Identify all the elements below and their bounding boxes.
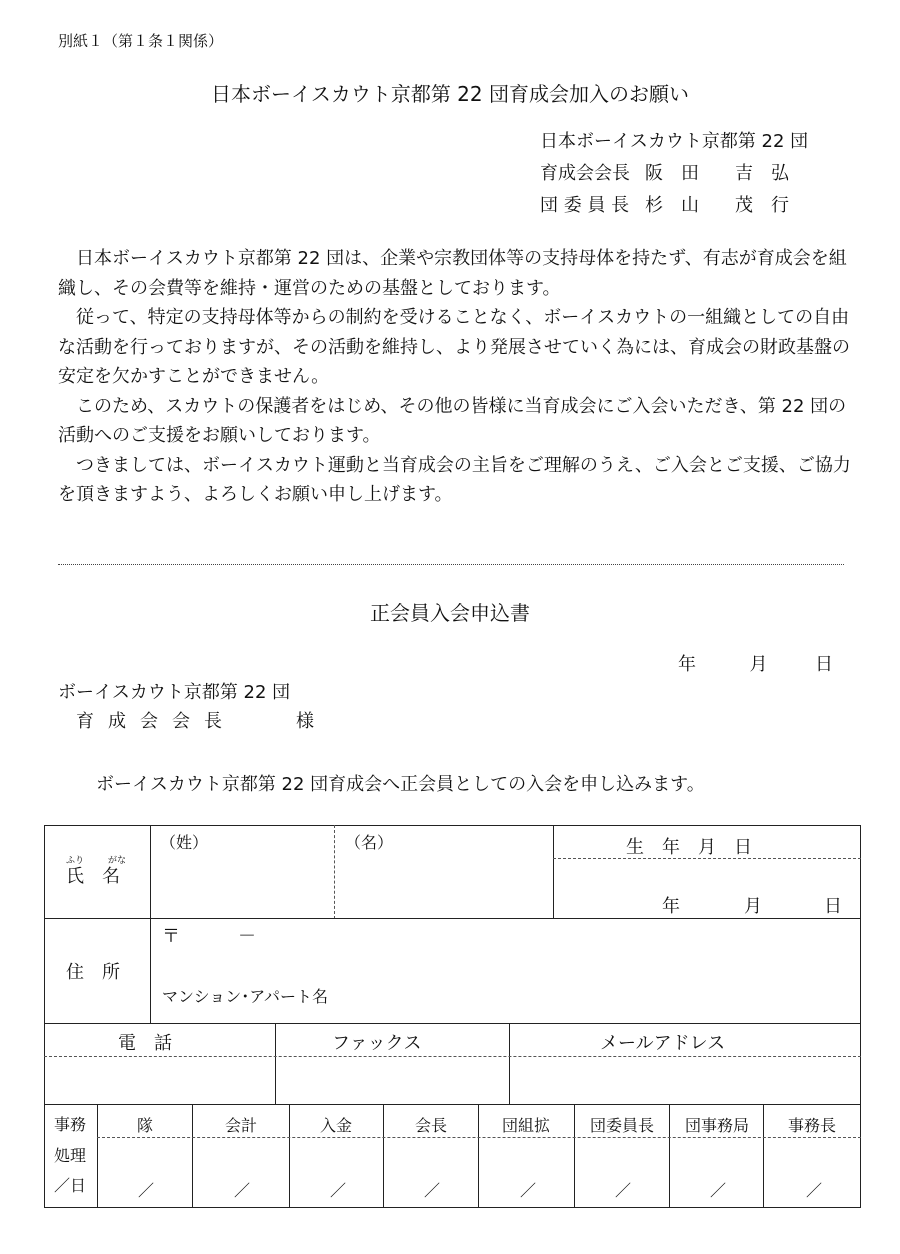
office-label: 事務 (54, 1115, 87, 1134)
divider (669, 1104, 670, 1208)
organization-block (540, 126, 808, 222)
divider (97, 1137, 861, 1138)
surname-label: （姓） (160, 833, 209, 852)
request-letter-body (58, 244, 858, 510)
cut-line (58, 564, 844, 565)
divider (44, 918, 861, 919)
paragraph: 従って、特定の支持母体等からの制約を受けることなく、ボーイスカウトの一組織としての自由な活動を行っておりますが、その活動を維持し、より発展させていく為には、育成会の財政基盤の安定を欠かすことができません。 (58, 307, 850, 387)
divider (44, 1056, 861, 1057)
divider (44, 1023, 861, 1024)
date-slash: ／ (615, 1181, 632, 1200)
signatory-name: 杉 山 茂 行 (645, 195, 789, 216)
form-title: 正会員入会申込書 (370, 601, 530, 625)
office-column-header: 団事務局 (685, 1116, 750, 1135)
office-column-header: 団委員長 (590, 1116, 655, 1135)
paragraph: 日本ボーイスカウト京都第 22 団は、企業や宗教団体等の支持母体を持たず、有志が育成会を組織し、その会費等を維持・運営のための基盤としております。 (58, 248, 847, 299)
name-ruby: ふり (66, 856, 85, 866)
given-name-label: （名） (345, 833, 394, 852)
date-year-label: 年 (678, 654, 696, 675)
signatory-row (540, 158, 808, 190)
name-label: 氏 名 (66, 866, 120, 887)
addressee-organization: ボーイスカウト京都第 22 団 (58, 682, 291, 703)
divider (289, 1104, 290, 1208)
date-slash: ／ (520, 1181, 537, 1200)
signatory-row (540, 190, 808, 222)
divider (478, 1104, 479, 1208)
fax-label: ファックス (332, 1033, 422, 1054)
signatory-role: 団 委 員 長 (540, 195, 630, 216)
divider (150, 918, 151, 1024)
office-label: 処理 (54, 1146, 87, 1165)
postal-mark: 〒 (162, 926, 180, 947)
date-slash: ／ (424, 1181, 441, 1200)
divider (334, 825, 335, 919)
office-column-header: 入金 (320, 1116, 353, 1135)
divider (509, 1023, 510, 1104)
signatory-role: 育成会会長 (540, 163, 630, 184)
date-slash: ／ (234, 1181, 251, 1200)
date-slash: ／ (710, 1181, 727, 1200)
office-column-header: 団組拡 (502, 1116, 551, 1135)
divider (44, 1104, 861, 1105)
office-column-header: 会長 (415, 1116, 448, 1135)
address-label: 住 所 (66, 962, 120, 983)
phone-label: 電 話 (118, 1033, 172, 1054)
office-column-header: 事務長 (788, 1116, 837, 1135)
birth-month-label: 月 (744, 896, 762, 917)
date-slash: ／ (138, 1181, 155, 1200)
divider (553, 825, 554, 919)
divider (383, 1104, 384, 1208)
paragraph: このため、スカウトの保護者をはじめ、その他の皆様に当育成会にご入会いただき、第 22 団の活動へのご支援をお願いしております。 (58, 395, 847, 446)
email-label: メールアドレス (600, 1033, 726, 1054)
birth-year-label: 年 (662, 896, 680, 917)
addressee-title: 育成会会長 (76, 711, 236, 732)
page-title: 日本ボーイスカウト京都第 22 団育成会加入のお願い (211, 82, 689, 106)
application-date (678, 650, 833, 676)
divider (192, 1104, 193, 1208)
office-label: ／日 (54, 1176, 87, 1195)
signatory-name: 阪 田 吉 弘 (645, 163, 789, 184)
appendix-note: 別紙１（第１条１関係） (58, 32, 224, 50)
divider (275, 1023, 276, 1104)
date-slash: ／ (806, 1181, 823, 1200)
divider (574, 1104, 575, 1208)
name-ruby: がな (108, 856, 127, 866)
birth-date-label: 生 年 月 日 (626, 837, 752, 858)
date-month-label: 月 (749, 654, 768, 675)
application-statement: ボーイスカウト京都第 22 団育成会へ正会員としての入会を申し込みます。 (96, 774, 705, 795)
apartment-label: マンション･アパート名 (162, 987, 329, 1006)
date-day-label: 日 (814, 654, 833, 675)
divider (763, 1104, 764, 1208)
office-column-header: 会計 (225, 1116, 258, 1135)
given-name-field[interactable] (338, 850, 550, 916)
divider (150, 825, 151, 919)
postal-dash: － (238, 926, 256, 947)
surname-field[interactable] (162, 850, 332, 916)
paragraph: つきましては、ボーイスカウト運動と当育成会の主旨をご理解のうえ、ご入会とご支援、ご協力を頂きますよう、よろしくお願い申し上げます。 (58, 454, 851, 505)
organization-name: 日本ボーイスカウト京都第 22 団 (540, 131, 809, 152)
addressee-honorific: 様 (296, 711, 314, 732)
birth-day-label: 日 (824, 896, 842, 917)
date-slash: ／ (330, 1181, 347, 1200)
office-column-header: 隊 (137, 1116, 154, 1135)
divider (97, 1104, 98, 1208)
